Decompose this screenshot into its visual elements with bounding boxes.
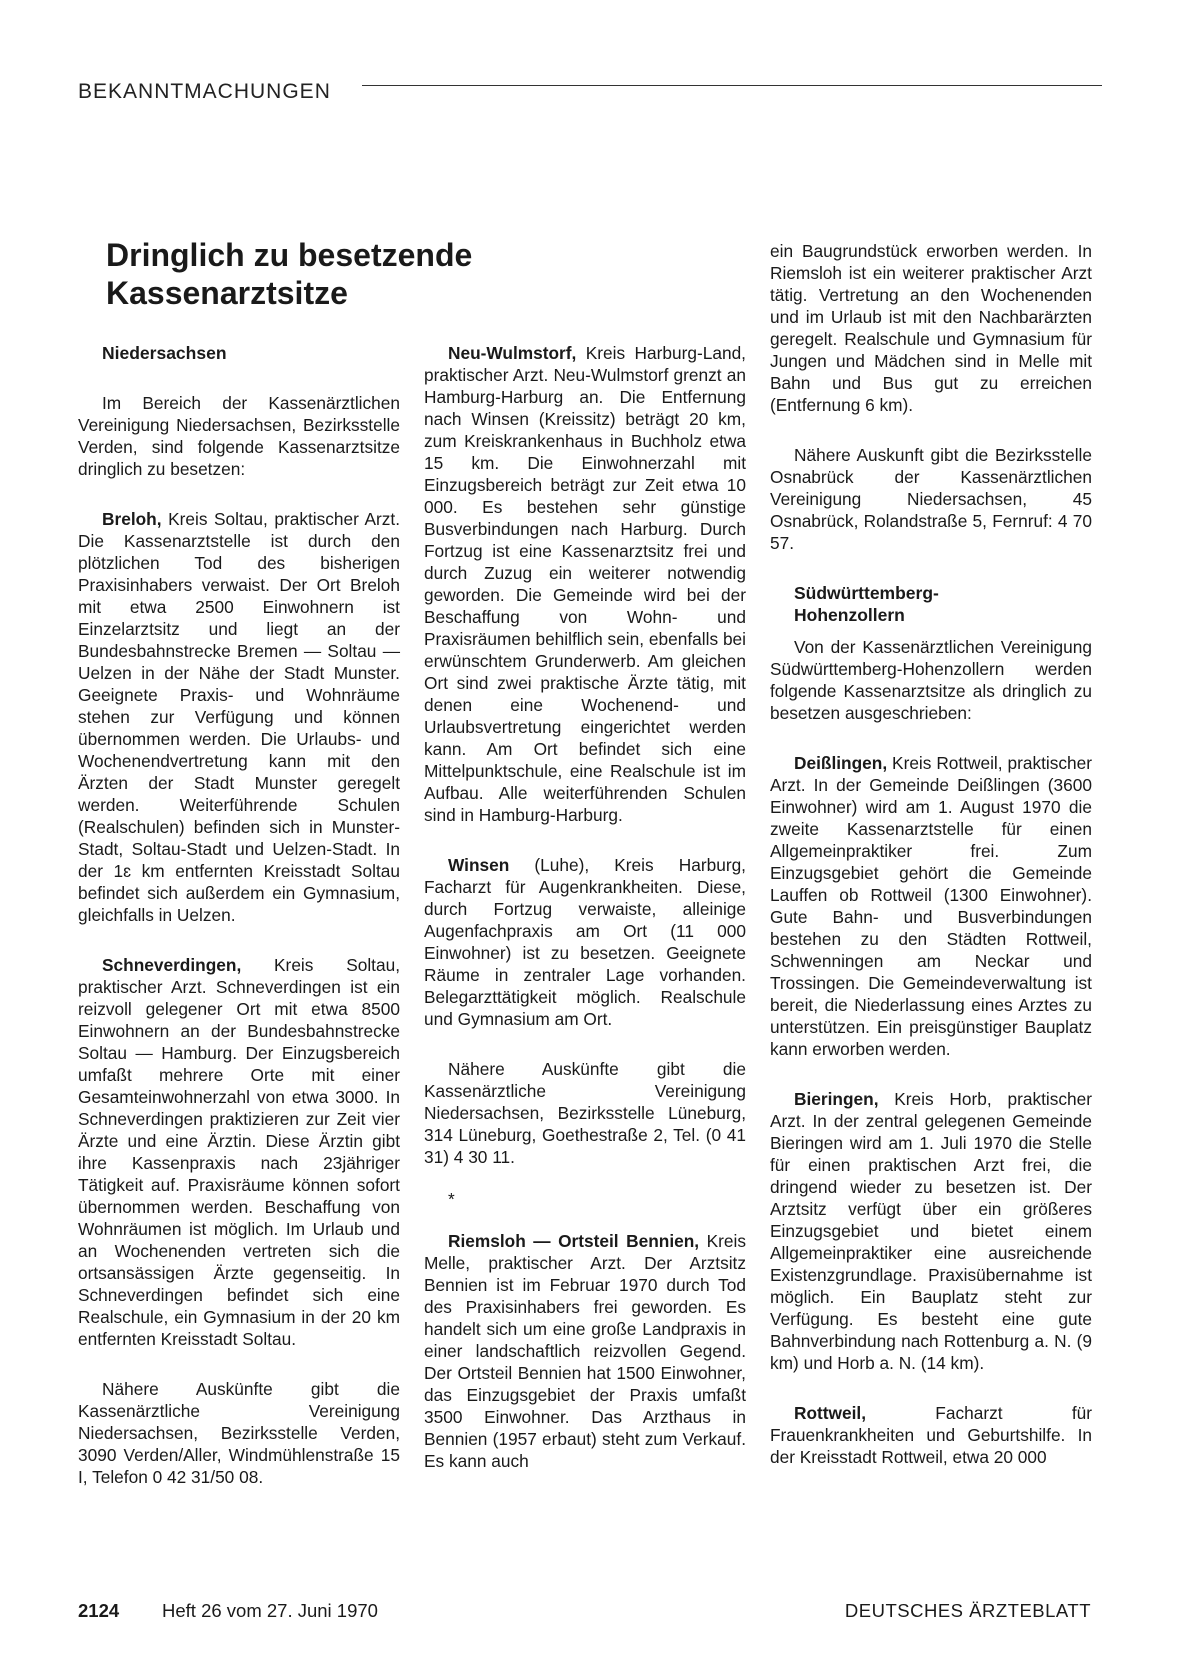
- header-rule: [362, 85, 1102, 86]
- section-header: BEKANNTMACHUNGEN: [78, 80, 331, 103]
- region-heading-suedwuerttemberg: [794, 582, 1092, 626]
- region-heading-line-1: Südwürttemberg-: [794, 583, 939, 603]
- issue-info: Heft 26 vom 27. Juni 1970: [162, 1600, 378, 1621]
- listing-text: Facharzt für Frauenkrankheiten und Geburtshilfe. In der Kreisstadt Rottweil, etwa 20 000: [770, 1403, 1092, 1467]
- listing-schneverdingen: [78, 954, 400, 1350]
- column-3: [770, 240, 1092, 1468]
- intro-paragraph: Im Bereich der Kassenärztlichen Vereinigung Niedersachsen, Bezirksstelle Verden, sind folgende Kassenarztsitze dringlich zu besetzen:: [78, 393, 400, 479]
- listing-text: (Luhe), Kreis Harburg, Facharzt für Augenkrankheiten. Diese, durch Fortzug verwaiste, alleinige Augenfachpraxis am Ort (11 000 Einwohner) ist zu besetzen. Geeignete Räume in zentraler Lage vorhanden. Belegarzttätigkeit möglich. Realschule und Gymnasium am Ort.: [424, 855, 746, 1029]
- article-title: [106, 236, 472, 312]
- place-name: Bieringen,: [794, 1089, 879, 1109]
- contact-paragraph: Nähere Auskünfte gibt die Kassenärztliche Vereinigung Niedersachsen, Bezirksstelle Verden, 3090 Verden/Aller, Windmühlenstraße 15 I, Telefon 0 42 31/50 08.: [78, 1379, 400, 1487]
- listing-text: Kreis Soltau, praktischer Arzt. Schneverdingen ist ein reizvoll gelegener Ort mit etwa 8500 Einwohnern an der Bundesbahnstrecke Soltau — Hamburg. Der Einzugsbereich umfaßt mehrere Orte mit einer Gesamteinwohnerzahl von etwa 3000. In Schneverdingen praktizieren zur Zeit vier Ärzte und eine Ärztin. Diese Ärztin gibt ihre Kassenpraxis nach 23jähriger Tätigkeit auf. Praxisräume können sofort übernommen werden. Beschaffung von Wohnräumen ist möglich. Im Urlaub und an Wochenenden vertreten sich die ortsansässigen Ärzte gegenseitig. In Schneverdingen befindet sich eine Realschule, ein Gymnasium in der 20 km entfernten Kreisstadt Soltau.: [78, 955, 400, 1349]
- place-name: Rottweil,: [794, 1403, 867, 1423]
- journal-name: DEUTSCHES ÄRZTEBLATT: [844, 1600, 1091, 1621]
- region-heading-niedersachsen: Niedersachsen: [102, 343, 227, 363]
- listing-bieringen: [770, 1088, 1092, 1374]
- place-name: Neu-Wulmstorf,: [448, 343, 577, 363]
- separator-asterisk: *: [448, 1189, 455, 1209]
- place-name: Riemsloh — Ortsteil Bennien,: [448, 1231, 700, 1251]
- listing-breloh: [78, 508, 400, 926]
- listing-riemsloh: [424, 1230, 746, 1472]
- page-number: 2124: [78, 1600, 120, 1621]
- continued-text: ein Baugrundstück erworben werden. In Riemsloh ist ein weiterer praktischer Arzt tätig. Vertretung an den Wochenenden und im Urlaub ist mit den Nachbarärzten geregelt. Realschule und Gymnasium für Jungen und Mädchen sind in Melle mit Bahn und Bus gut zu erreichen (Entfernung 6 km).: [770, 241, 1092, 415]
- place-name: Schneverdingen,: [102, 955, 242, 975]
- contact-paragraph: Nähere Auskünfte gibt die Kassenärztliche Vereinigung Niedersachsen, Bezirksstelle Lüneburg, 314 Lüneburg, Goethestraße 2, Tel. (0 41 31) 4 30 11.: [424, 1059, 746, 1167]
- title-line-2: Kassenarztsitze: [106, 275, 348, 311]
- listing-text: Kreis Harburg-Land, praktischer Arzt. Neu-Wulmstorf grenzt an Hamburg-Harburg an. Die Entfernung nach Winsen (Kreissitz) beträgt 20 km, zum Kreiskrankenhaus in Buchholz etwa 15 km. Die Einwohnerzahl mit Einzugsbereich beträgt zur Zeit etwa 10 000. Es bestehen sehr günstige Busverbindungen nach Harburg. Durch Fortzug ist eine Kassenarztsitz frei und durch Zuzug ein weiterer notwendig geworden. Die Gemeinde wird bei der Beschaffung von Wohn- und Praxisräumen behilflich sein, ebenfalls bei erwünschtem Grunderwerb. Am gleichen Ort sind zwei praktische Ärzte tätig, mit denen eine Wochenend- und Urlaubsvertretung eingerichtet werden kann. Am Ort befindet sich eine Mittelpunktschule, eine Realschule ist im Aufbau. Alle weiterführenden Schulen sind in Hamburg-Harburg.: [424, 343, 746, 825]
- listing-neu-wulmstorf: [424, 342, 746, 826]
- column-2: [424, 342, 746, 1472]
- column-1: [78, 342, 400, 1488]
- place-name: Breloh,: [102, 509, 162, 529]
- place-name: Deißlingen,: [794, 753, 888, 773]
- listing-winsen: [424, 854, 746, 1030]
- listing-text: Kreis Soltau, praktischer Arzt. Die Kassenarztstelle ist durch den plötzlichen Tod des bisherigen Praxisinhabers verwaist. Der Ort Breloh mit etwa 2500 Einwohnern ist Einzelarztsitz und liegt an der Bundesbahnstrecke Bremen — Soltau — Uelzen in der Nähe der Stadt Munster. Geeignete Praxis- und Wohnräume stehen zur Verfügung und können übernommen werden. Die Urlaubs- und Wochenendvertretung kann mit den Ärzten der Stadt Munster geregelt werden. Weiterführende Schulen (Realschulen) befinden sich in Munster-Stadt, Soltau-Stadt und Uelzen-Stadt. In der 1ɛ km entfernten Kreisstadt Soltau befindet sich außerdem ein Gymnasium, gleichfalls in Uelzen.: [78, 509, 400, 925]
- listing-deisslingen: [770, 752, 1092, 1060]
- listing-text: Kreis Rottweil, praktischer Arzt. In der Gemeinde Deißlingen (3600 Einwohner) wird am 1. August 1970 die zweite Kassenarztstelle für einen Allgemeinpraktiker frei. Zum Einzugsgebiet gehört die Gemeinde Lauffen ob Rottweil (1300 Einwohner). Gute Bahn- und Busverbindungen bestehen zu den Städten Rottweil, Schwenningen am Neckar und Trossingen. Die Gemeindeverwaltung ist bereit, die Niederlassung eines Arztes zu unterstützen. Ein preisgünstiger Bauplatz kann erworben werden.: [770, 753, 1092, 1059]
- listing-text: Kreis Horb, praktischer Arzt. In der zentral gelegenen Gemeinde Bieringen wird am 1. Juli 1970 die Stelle für einen praktischen Arzt frei, die dringend wieder zu besetzen ist. Der Arztsitz verfügt über ein größeres Einzugsgebiet und bietet einem Allgemeinpraktiker eine ausreichende Existenzgrundlage. Praxisübernahme ist möglich. Ein Bauplatz steht zur Verfügung. Es besteht eine gute Bahnverbindung nach Rottenburg a. N. (9 km) und Horb a. N. (14 km).: [770, 1089, 1092, 1373]
- contact-paragraph: Nähere Auskunft gibt die Bezirksstelle Osnabrück der Kassenärztlichen Vereinigung Niedersachsen, 45 Osnabrück, Rolandstraße 5, Fernruf: 4 70 57.: [770, 445, 1092, 553]
- listing-rottweil: [770, 1402, 1092, 1468]
- intro-paragraph: Von der Kassenärztlichen Vereinigung Südwürttemberg-Hohenzollern werden folgende Kassenarztsitze als dringlich zu besetzen ausgeschrieben:: [770, 637, 1092, 723]
- listing-text: Kreis Melle, praktischer Arzt. Der Arztsitz Bennien ist im Februar 1970 durch Tod des Praxisinhabers frei geworden. Es handelt sich um eine große Landpraxis in einer landschaftlich reizvollen Gegend. Der Ortsteil Bennien hat 1500 Einwohner, das Einzugsgebiet der Praxis umfaßt 3500 Einwohner. Das Arzthaus in Bennien (1957 erbaut) steht zum Verkauf. Es kann auch: [424, 1231, 746, 1471]
- place-name: Winsen: [448, 855, 510, 875]
- region-heading-line-2: Hohenzollern: [794, 605, 905, 625]
- title-line-1: Dringlich zu besetzende: [106, 237, 473, 273]
